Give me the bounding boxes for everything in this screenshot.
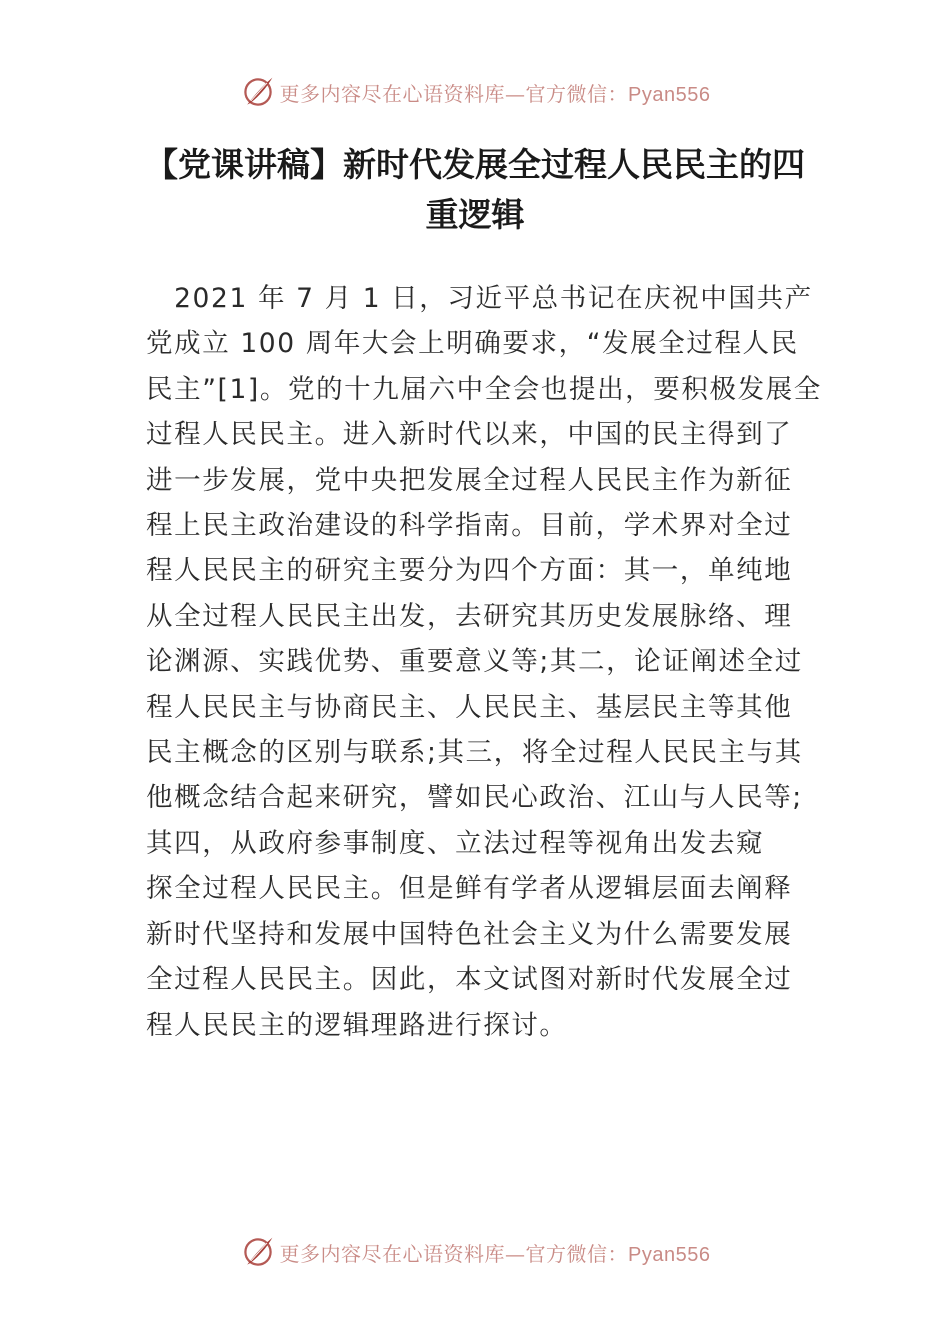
paragraph-line: 程人民民主与协商民主、人民民主、基层民主等其他 xyxy=(146,691,793,723)
paragraph-line: 程人民民主的研究主要分为四个方面：其一，单纯地 xyxy=(146,555,793,587)
title-line-1: 【党课讲稿】新时代发展全过程人民民主的四 xyxy=(145,145,805,184)
wechat-id: Pyan556 xyxy=(628,83,711,106)
watermark-text: 更多内容尽在心语资料库—官方微信：Pyan556 xyxy=(279,1241,711,1266)
paragraph-line: 程上民主政治建设的科学指南。目前，学术界对全过 xyxy=(146,510,793,542)
paragraph-line: 过程人民民主。进入新时代以来，中国的民主得到了 xyxy=(146,419,793,451)
page-title xyxy=(140,140,810,240)
feather-pen-circle-icon xyxy=(240,1234,276,1270)
footer-watermark xyxy=(0,1230,950,1274)
paragraph-line: 从全过程人民民主出发，去研究其历史发展脉络、理 xyxy=(146,600,793,632)
paragraph-line: 他概念结合起来研究，譬如民心政治、江山与人民等; xyxy=(146,782,803,814)
paragraph-line: 论渊源、实践优势、重要意义等;其二，论证阐述全过 xyxy=(146,646,803,678)
paragraph-line: 新时代坚持和发展中国特色社会主义为什么需要发展 xyxy=(146,918,793,950)
header-watermark xyxy=(0,70,950,114)
paragraph-line: 进一步发展，党中央把发展全过程人民民主作为新征 xyxy=(146,464,793,496)
body-paragraph xyxy=(146,276,822,1048)
paragraph-line: 2021 年 7 月 1 日，习近平总书记在庆祝中国共产 xyxy=(146,283,813,314)
paragraph-line: 探全过程人民民主。但是鲜有学者从逻辑层面去阐释 xyxy=(146,873,793,905)
paragraph-line: 其四，从政府参事制度、立法过程等视角出发去窥 xyxy=(146,827,765,859)
wechat-id: Pyan556 xyxy=(628,1243,711,1266)
paragraph-line: 民主概念的区别与联系;其三，将全过程人民民主与其 xyxy=(146,737,803,769)
watermark-text: 更多内容尽在心语资料库—官方微信：Pyan556 xyxy=(279,81,711,106)
feather-pen-circle-icon xyxy=(240,74,276,110)
paragraph-line: 程人民民主的逻辑理路进行探讨。 xyxy=(146,1009,568,1041)
paragraph-line: 民主”[1]。党的十九届六中全会也提出，要积极发展全 xyxy=(146,373,822,405)
paragraph-line: 党成立 100 周年大会上明确要求，“发展全过程人民 xyxy=(146,328,799,360)
title-line-2: 重逻辑 xyxy=(425,195,525,234)
paragraph-line: 全过程人民民主。因此，本文试图对新时代发展全过 xyxy=(146,964,793,996)
